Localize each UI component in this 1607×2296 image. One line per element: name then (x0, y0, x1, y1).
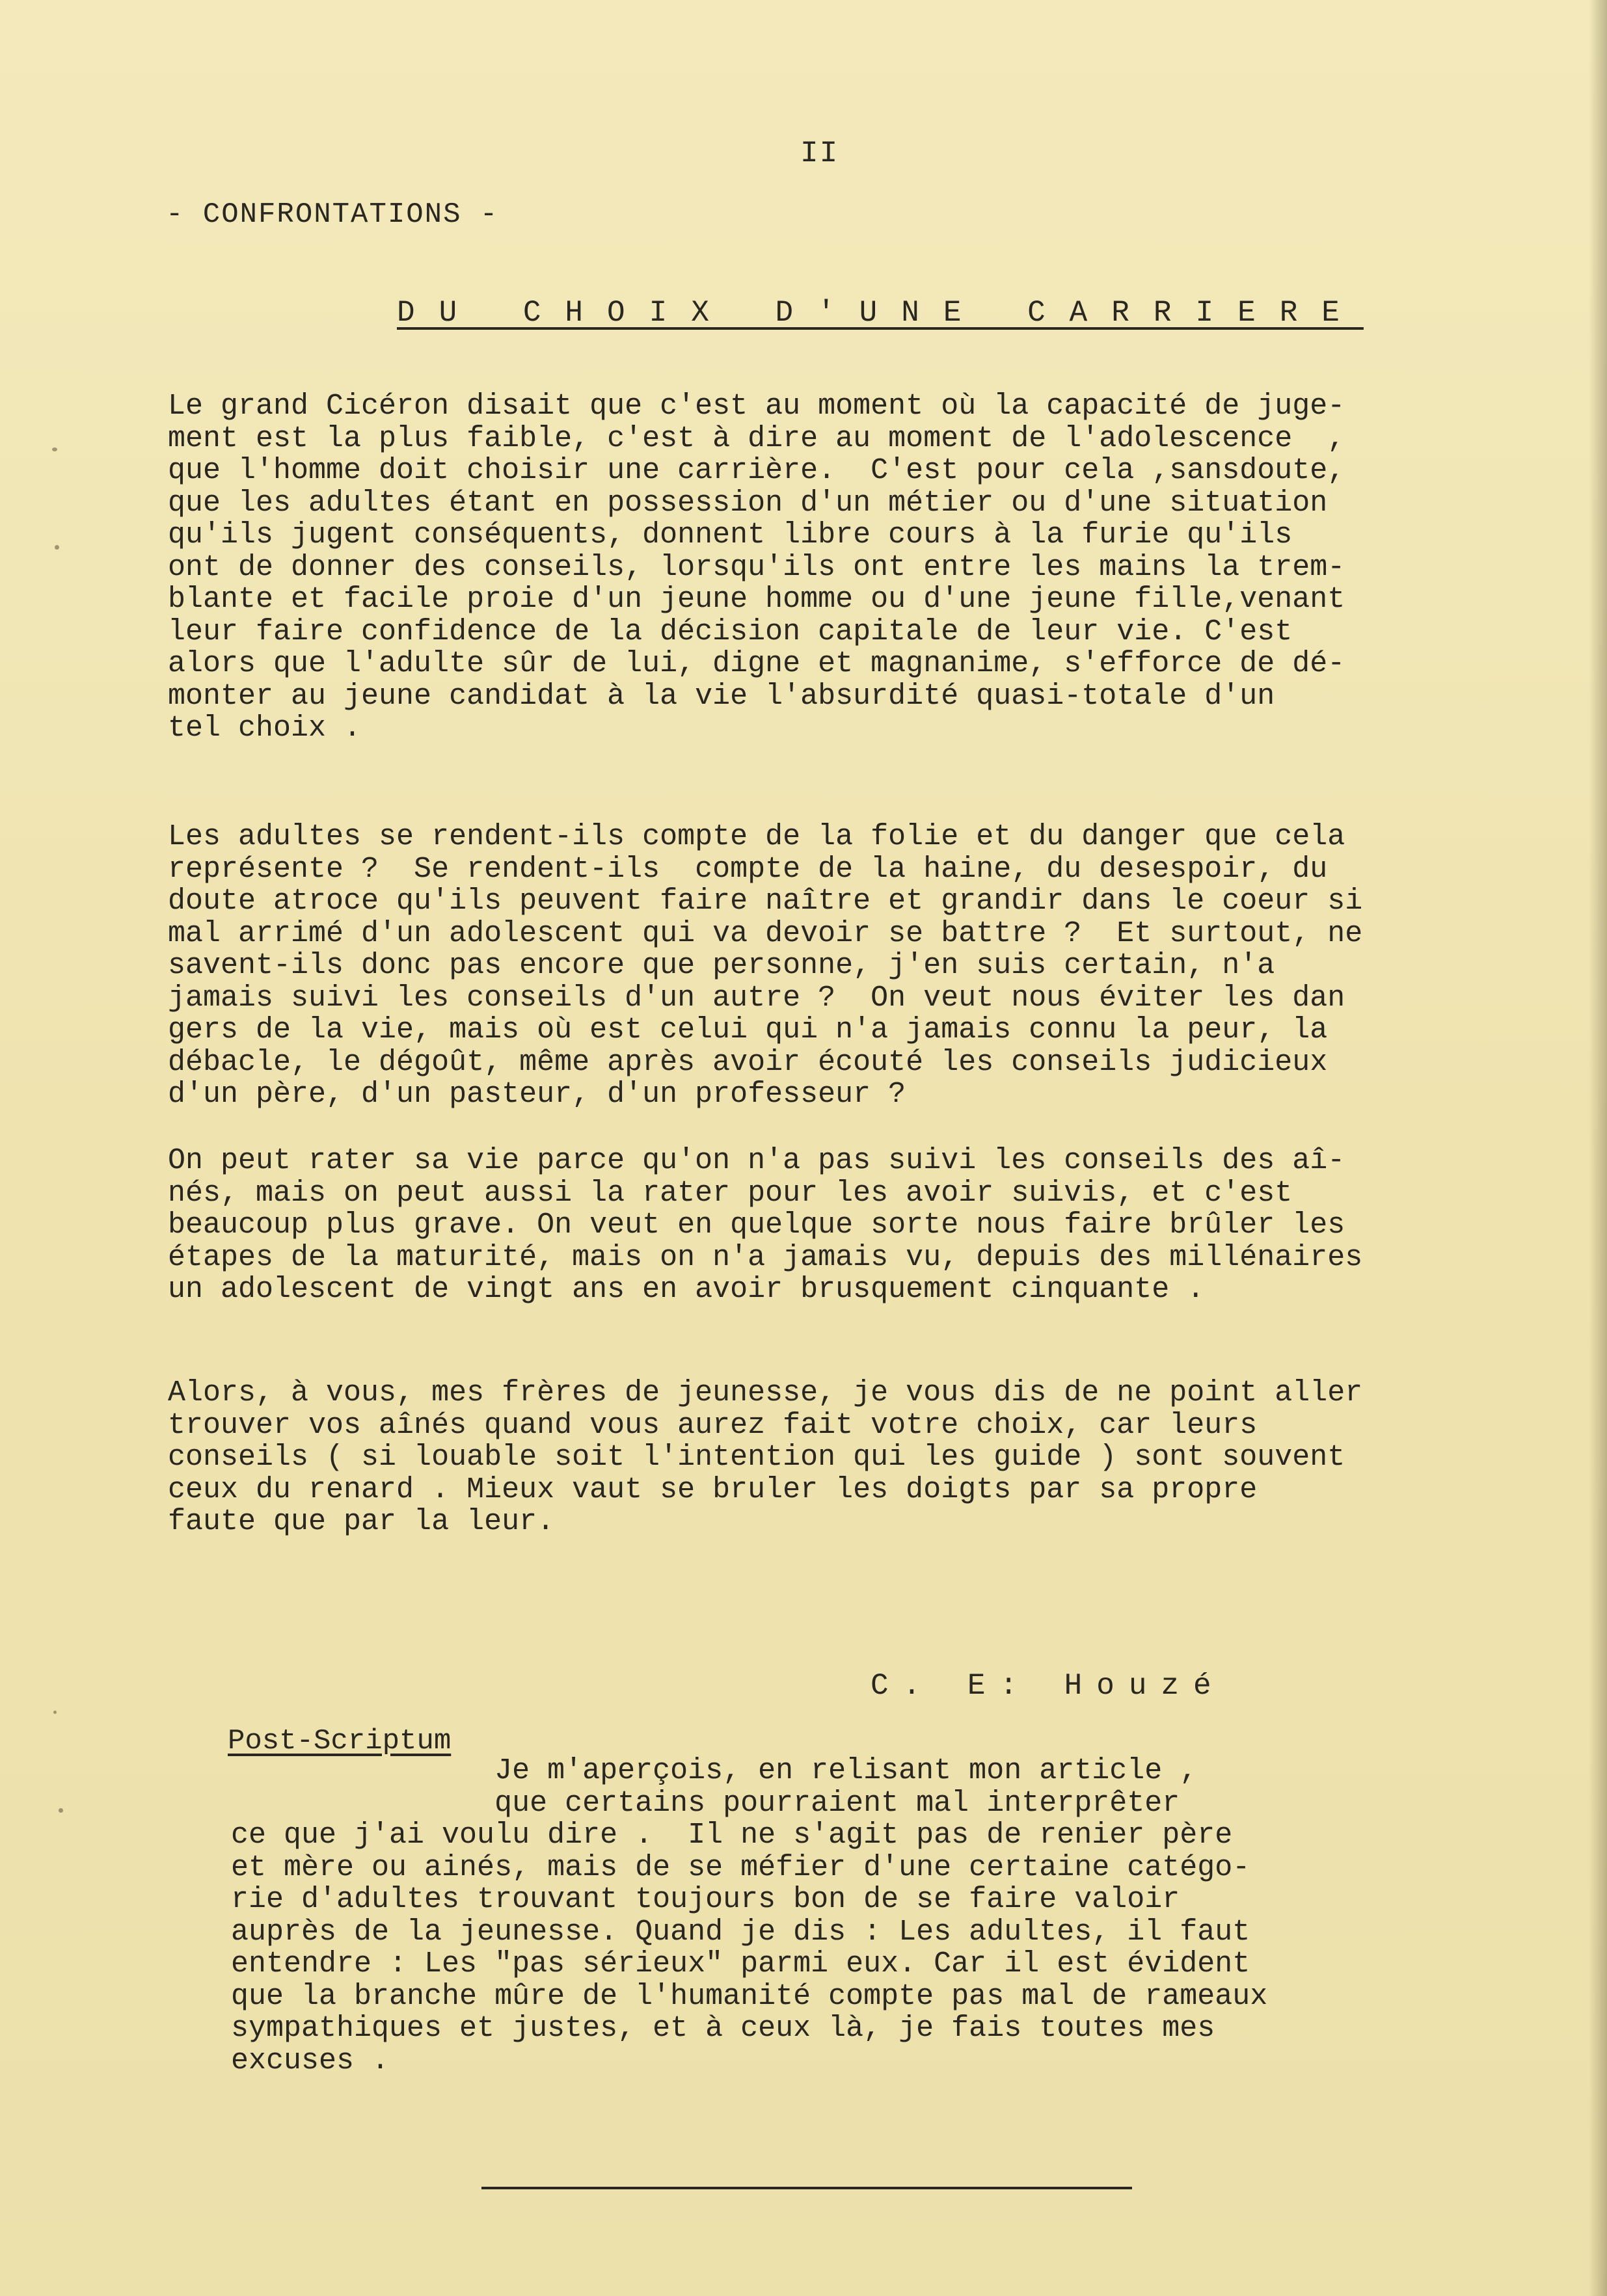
postscript-label: Post-Scriptum (228, 1725, 452, 1757)
paragraph-4: Alors, à vous, mes frères de jeunesse, je vous dis de ne point aller trouver vos aînés quand vous aurez fait votre choix, car leurs conseils ( si louable soit l'intention qui les guide ) sont souvent ceux du renard . Mieux vaut se bruler les doigts par sa propre faute que par la leur. (168, 1376, 1363, 1538)
margin-speck (59, 1808, 63, 1813)
paragraph-3: On peut rater sa vie parce qu'on n'a pas suivi les conseils des aî- nés, mais on peut aussi la rater pour les avoir suivis, et c'est beaucoup plus grave. On veut en quelque sorte nous faire brûler les étapes de la maturité, mais on n'a jamais vu, depuis des millénaires un adolescent de vingt ans en avoir brusquement cinquante . (168, 1144, 1363, 1306)
page-number: II (800, 137, 839, 170)
postscript-text: Je m'aperçois, en relisant mon article , que certains pourraient mal interprêter ce que j'ai voulu dire . Il ne s'agit pas de renier père et mère ou ainés, mais de se méfier d'une certaine catégo- rie d'adultes trouvant toujours bon de se faire valoir auprès de la jeunesse. Quand je dis : Les adultes, il faut entendre : Les "pas sérieux" parmi eux. Car il est évident que la branche mûre de l'humanité compte pas mal de rameaux sympathiques et justes, et à ceux là, je fais toutes mes excuses . (231, 1754, 1268, 2077)
end-rule (481, 2187, 1132, 2189)
page-edge-shadow (1589, 0, 1607, 2296)
margin-speck (55, 545, 59, 550)
series-title: - CONFRONTATIONS - (166, 198, 499, 231)
margin-speck (53, 1711, 57, 1714)
author-signature: C. E: Houzé (871, 1669, 1226, 1703)
paragraph-1: Le grand Cicéron disait que c'est au moment où la capacité de juge- ment est la plus faible, c'est à dire au moment de l'adolescence , que l'homme doit choisir une carrière. C'est pour cela ,sansdoute, que les adultes étant en possession d'un métier ou d'une situation qu'ils jugent conséquents, donnent libre cours à la furie qu'ils ont de donner des conseils, lorsqu'ils ont entre les mains la trem- blante et facile proie d'un jeune homme ou d'une jeune fille,venant leur faire confidence de la décision capitale de leur vie. C'est alors que l'adulte sûr de lui, digne et magnanime, s'efforce de dé- monter au jeune candidat à la vie l'absurdité quasi-totale d'un tel choix . (168, 390, 1345, 745)
paragraph-2: Les adultes se rendent-ils compte de la folie et du danger que cela représente ? Se rendent-ils compte de la haine, du desespoir, du doute atroce qu'ils peuvent faire naître et grandir dans le coeur si mal arrimé d'un adolescent qui va devoir se battre ? Et surtout, ne savent-ils donc pas encore que personne, j'en suis certain, n'a jamais suivi les conseils d'un autre ? On veut nous éviter les dan gers de la vie, mais où est celui qui n'a jamais connu la peur, la débacle, le dégoût, même après avoir écouté les conseils judicieux d'un père, d'un pasteur, d'un professeur ? (168, 820, 1363, 1111)
margin-speck (52, 447, 57, 451)
article-title: DU CHOIX D'UNE CARRIERE (397, 296, 1364, 330)
